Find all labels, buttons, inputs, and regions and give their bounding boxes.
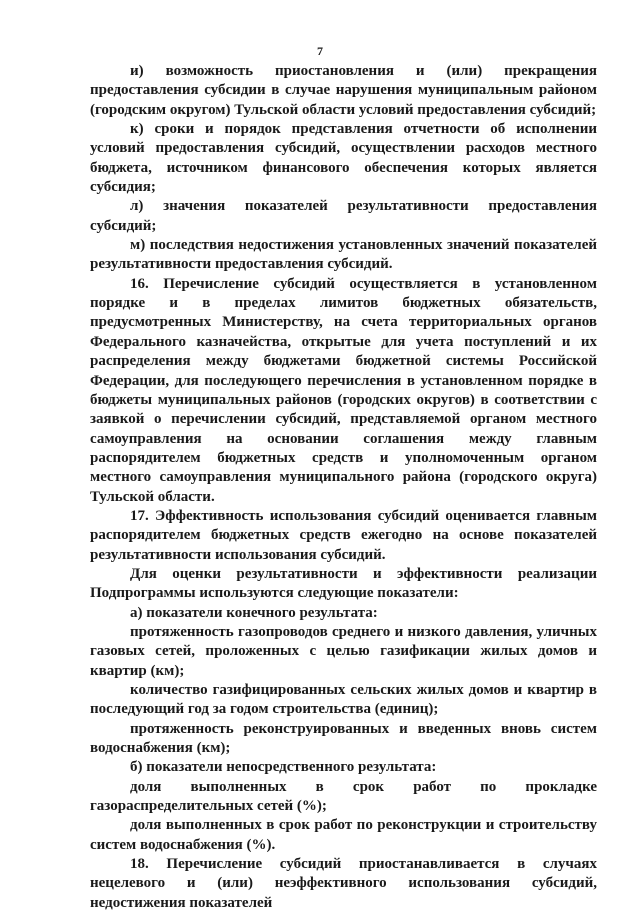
paragraph: доля выполненных в срок работ по прокладке газораспределительных сетей (%); [90, 778, 597, 815]
paragraph: протяженность реконструированных и введенных вновь систем водоснабжения (км); [90, 720, 597, 757]
paragraph: к) сроки и порядок представления отчетности об исполнении условий предоставления субсидий, осуществлении расходов местного бюджета, источником финансового обеспечения которых является субсидия; [90, 121, 597, 196]
paragraph: 16. Перечисление субсидий осуществляется в установленном порядке и в пределах лимитов бюджетных обязательств, предусмотренных Министерству, на счета территориальных органов Федерального казначейства, открытые для учета поступлений и их распределения между бюджетами бюджетной системы Российской Федерации, для последующего перечисления в установленном порядке в бюджеты муниципальных районов (городских округов) в соответствии с заявкой о перечислении субсидий, представляемой органом местного самоуправления на основании соглашения между главным распорядителем бюджетных средств и уполномоченным органом местного самоуправления муниципального района (городского округа) Тульской области. [90, 275, 597, 505]
paragraph: Для оценки результативности и эффективности реализации Подпрограммы используются следующие показатели: [90, 565, 597, 602]
paragraph: м) последствия недостижения установленных значений показателей результативности предоставления субсидий. [90, 237, 597, 273]
paragraph: 18. Перечисление субсидий приостанавливается в случаях нецелевого и (или) неэффективного использования субсидий, недостижения показателей [90, 856, 597, 911]
paragraph: и) возможность приостановления и (или) прекращения предоставления субсидии в случае нарушения муниципальным районом (городским округом) Тульской области условий предоставления субсидий; [90, 63, 597, 118]
page-number: 7 [317, 44, 323, 58]
paragraph: количество газифицированных сельских жилых домов и квартир в последующий год за годом строительства (единиц); [90, 682, 597, 718]
paragraph: протяженность газопроводов среднего и низкого давления, уличных газовых сетей, проложенных с целью газификации жилых домов и квартир (км); [90, 623, 597, 679]
paragraph: а) показатели конечного результата: [130, 604, 378, 621]
paragraph: 17. Эффективность использования субсидий оценивается главным распорядителем бюджетных средств ежегодно на основе показателей результативности использования субсидий. [90, 507, 597, 563]
paragraph: доля выполненных в срок работ по реконструкции и строительству систем водоснабжения (%). [90, 817, 597, 853]
document-body [90, 62, 597, 913]
paragraph: б) показатели непосредственного результата: [130, 759, 437, 776]
paragraph: л) значения показателей результативности предоставления субсидий; [90, 198, 597, 234]
